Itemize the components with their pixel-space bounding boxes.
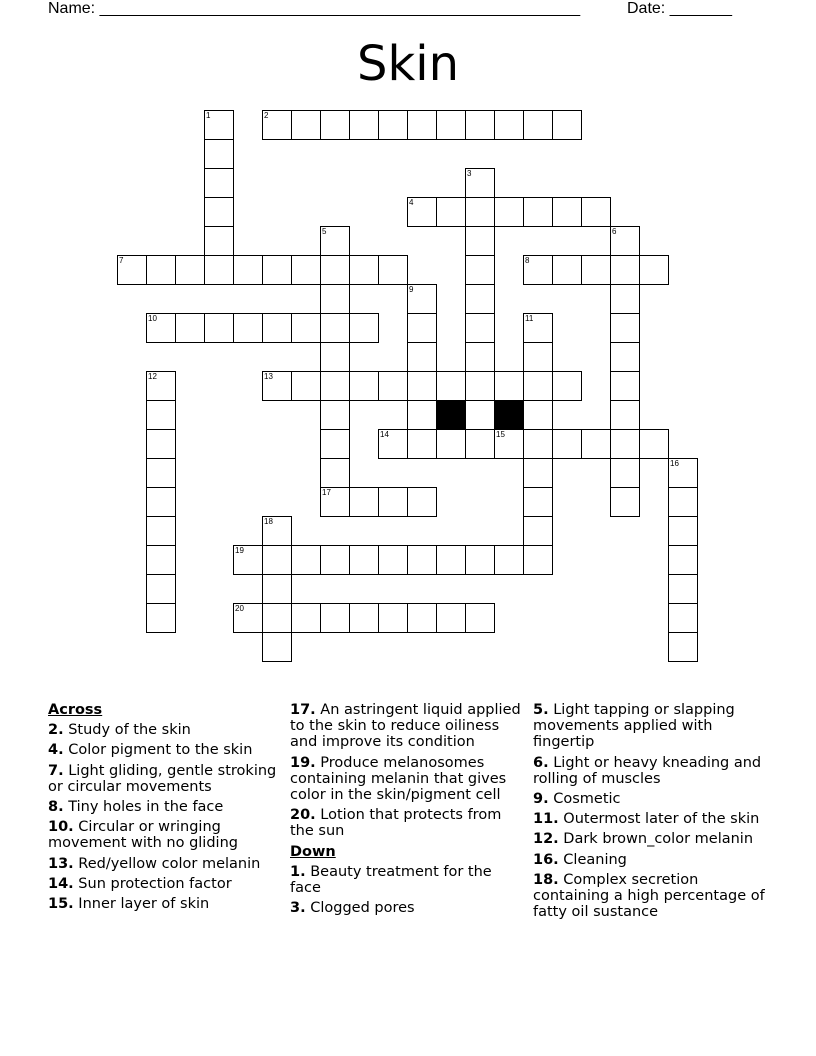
clue-item-number: 18. [533, 871, 559, 888]
clue-number: 11 [525, 314, 534, 323]
crossword-cell[interactable] [204, 197, 234, 227]
crossword-cell[interactable] [494, 110, 524, 140]
clue-number: 10 [148, 314, 157, 323]
crossword-cell[interactable] [668, 545, 698, 575]
clue-item [533, 872, 773, 921]
crossword-cell[interactable] [407, 371, 437, 401]
clue-item-text: Lotion that protects from the sun [290, 807, 502, 840]
clue-item-text: An astringent liquid applied to the skin to reduce oiliness and improve its condition [290, 702, 521, 751]
crossword-cell[interactable] [262, 545, 292, 575]
crossword-cell[interactable] [552, 110, 582, 140]
crossword-cell[interactable] [146, 574, 176, 604]
crossword-cell[interactable] [262, 603, 292, 633]
crossword-cell[interactable] [204, 255, 234, 285]
clue-item-number: 5. [533, 702, 549, 718]
crossword-cell[interactable] [552, 255, 582, 285]
clue-item-number: 2. [48, 722, 64, 739]
crossword-cell[interactable] [204, 313, 234, 343]
crossword-cell[interactable] [581, 197, 611, 227]
clue-number: 8 [525, 256, 530, 265]
clue-item [533, 755, 773, 787]
clue-item [48, 876, 288, 892]
clue-item-text: Outermost later of the skin [558, 811, 760, 828]
crossword-cell[interactable] [639, 429, 669, 459]
crossword-cell[interactable] [610, 371, 640, 401]
crossword-cell[interactable] [436, 545, 466, 575]
clue-item [290, 755, 522, 804]
clue-item-number: 16. [533, 851, 559, 868]
clue-section-heading: Across [48, 702, 103, 718]
crossword-cell[interactable] [146, 400, 176, 430]
crossword-cell[interactable] [204, 168, 234, 198]
crossword-cell[interactable] [262, 313, 292, 343]
crossword-cell[interactable] [349, 110, 379, 140]
crossword-cell[interactable] [291, 371, 321, 401]
crossword-cell[interactable] [320, 603, 350, 633]
clue-number: 4 [409, 198, 414, 207]
crossword-cell[interactable] [291, 110, 321, 140]
crossword-cell[interactable] [407, 545, 437, 575]
clue-item-text: Beauty treatment for the face [290, 863, 492, 897]
crossword-cell[interactable] [320, 110, 350, 140]
clue-item [48, 819, 288, 851]
crossword-cell[interactable] [610, 284, 640, 314]
clue-item-text: Cosmetic [548, 791, 621, 808]
crossword-cell[interactable] [465, 226, 495, 256]
clue-item-text: Red/yellow color melanin [73, 855, 261, 872]
clue-number: 17 [322, 488, 331, 497]
crossword-cell[interactable] [668, 632, 698, 662]
clue-item-number: 10. [48, 819, 74, 836]
clue-number: 13 [264, 372, 273, 381]
clue-item [533, 852, 773, 868]
crossword-cell[interactable] [610, 400, 640, 430]
crossword-cell[interactable] [465, 284, 495, 314]
clue-item-number: 19. [290, 754, 316, 771]
clue-number: 2 [264, 111, 269, 120]
crossword-cell[interactable] [349, 487, 379, 517]
crossword-cell[interactable] [465, 371, 495, 401]
crossword-cell[interactable] [146, 545, 176, 575]
crossword-cell[interactable] [523, 110, 553, 140]
crossword-cell[interactable] [320, 429, 350, 459]
crossword-cell[interactable] [436, 371, 466, 401]
crossword-cell[interactable] [262, 632, 292, 662]
crossword-cell[interactable] [668, 603, 698, 633]
crossword-cell[interactable] [349, 371, 379, 401]
crossword-cell[interactable] [494, 371, 524, 401]
crossword-cell[interactable] [465, 110, 495, 140]
crossword-cell[interactable] [320, 313, 350, 343]
date-field-line[interactable]: Date: _______ [627, 0, 732, 17]
crossword-cell[interactable] [407, 603, 437, 633]
crossword-cell[interactable] [436, 603, 466, 633]
crossword-cell[interactable] [465, 313, 495, 343]
crossword-cell[interactable] [291, 603, 321, 633]
clue-item-number: 13. [48, 855, 74, 872]
crossword-cell[interactable] [204, 226, 234, 256]
clue-item-number: 4. [48, 742, 64, 759]
crossword-cell[interactable] [320, 400, 350, 430]
crossword-cell[interactable] [349, 255, 379, 285]
crossword-cell[interactable] [610, 458, 640, 488]
crossword-cell[interactable] [175, 255, 205, 285]
clue-number: 18 [264, 517, 273, 526]
crossword-cell[interactable] [581, 429, 611, 459]
crossword-cell[interactable] [436, 110, 466, 140]
clue-item-text: Tiny holes in the face [63, 799, 224, 816]
crossword-cell[interactable] [146, 603, 176, 633]
crossword-cell[interactable] [523, 342, 553, 372]
clue-number: 1 [206, 111, 211, 120]
crossword-cell[interactable] [465, 429, 495, 459]
clue-item [48, 763, 288, 795]
clue-number: 12 [148, 372, 157, 381]
clue-item-number: 6. [533, 754, 549, 771]
crossword-cell[interactable] [436, 197, 466, 227]
clue-item [290, 900, 522, 916]
clue-item-text: Color pigment to the skin [63, 742, 253, 759]
crossword-cell[interactable] [523, 197, 553, 227]
crossword-cell[interactable] [320, 545, 350, 575]
clue-item-text: Cleaning [558, 851, 627, 868]
clue-column-3 [533, 702, 773, 924]
crossword-cell[interactable] [320, 284, 350, 314]
clue-item [533, 702, 773, 751]
crossword-cell[interactable] [378, 603, 408, 633]
crossword-cell[interactable] [465, 545, 495, 575]
clue-item-number: 14. [48, 875, 74, 892]
clue-item-number: 7. [48, 762, 64, 779]
clue-item-number: 12. [533, 831, 559, 848]
clue-item-text: Inner layer of skin [73, 896, 210, 913]
crossword-cell[interactable] [494, 197, 524, 227]
crossword-cell[interactable] [407, 429, 437, 459]
clue-column-1 [48, 702, 288, 916]
clue-number: 5 [322, 227, 327, 236]
crossword-cell[interactable] [320, 255, 350, 285]
clue-item-number: 11. [533, 811, 559, 828]
crossword-cell[interactable] [523, 371, 553, 401]
crossword-cell[interactable] [668, 487, 698, 517]
crossword-cell[interactable] [610, 342, 640, 372]
clue-item-text: Circular or wringing movement with no gliding [48, 819, 238, 852]
crossword-cell[interactable] [407, 313, 437, 343]
crossword-cell[interactable] [378, 110, 408, 140]
clue-item-number: 3. [290, 900, 306, 917]
crossword-cell[interactable] [291, 545, 321, 575]
crossword-cell[interactable] [523, 545, 553, 575]
clue-item [533, 791, 773, 807]
clue-item-number: 17. [290, 702, 316, 718]
clue-column-2 [290, 702, 522, 920]
crossword-cell[interactable] [465, 342, 495, 372]
clue-item [48, 799, 288, 815]
crossword-cell[interactable] [581, 255, 611, 285]
crossword-cell[interactable] [407, 342, 437, 372]
clue-item-number: 15. [48, 896, 74, 913]
clue-item [290, 702, 522, 751]
crossword-cell[interactable] [610, 313, 640, 343]
clue-number: 15 [496, 430, 505, 439]
crossword-cell[interactable] [407, 487, 437, 517]
name-field-line[interactable]: Name: ______________________________________________________ [48, 0, 581, 17]
crossword-cell[interactable] [407, 400, 437, 430]
crossword-cell[interactable] [494, 545, 524, 575]
clue-item-text: Light tapping or slapping movements applied with fingertip [533, 702, 735, 751]
clue-number: 7 [119, 256, 124, 265]
clue-number: 16 [670, 459, 679, 468]
crossword-cell[interactable] [175, 313, 205, 343]
crossword-cell[interactable] [552, 429, 582, 459]
crossword-cell[interactable] [523, 400, 553, 430]
crossword-cell[interactable] [523, 516, 553, 546]
crossword-cell[interactable] [146, 255, 176, 285]
clue-item [533, 831, 773, 847]
crossword-cell[interactable] [639, 255, 669, 285]
clue-item [48, 722, 288, 738]
clue-item [48, 896, 288, 912]
crossword-cell[interactable] [262, 255, 292, 285]
crossword-cell[interactable] [349, 603, 379, 633]
crossword-cell[interactable] [610, 487, 640, 517]
clue-item [533, 811, 773, 827]
crossword-cell[interactable] [610, 429, 640, 459]
clue-number: 14 [380, 430, 389, 439]
clue-item-number: 20. [290, 807, 316, 824]
crossword-cell[interactable] [349, 313, 379, 343]
clue-number: 9 [409, 285, 414, 294]
clue-item-text: Light gliding, gentle stroking or circular movements [48, 762, 277, 795]
crossword-cell[interactable] [465, 197, 495, 227]
clue-item [290, 807, 522, 839]
clue-item [290, 864, 522, 896]
crossword-cell[interactable] [552, 197, 582, 227]
clue-item-text: Dark brown_color melanin [558, 831, 754, 848]
clue-item-number: 1. [290, 863, 306, 880]
crossword-cell[interactable] [320, 342, 350, 372]
clue-item-number: 9. [533, 791, 549, 808]
black-square [494, 400, 524, 430]
clue-item-text: Produce melanosomes containing melanin that gives color in the skin/pigment cell [290, 754, 507, 804]
clue-number: 20 [235, 604, 244, 613]
crossword-cell[interactable] [465, 603, 495, 633]
clue-item-text: Complex secretion containing a high percentage of fatty oil sustance [533, 871, 765, 921]
clue-item [48, 856, 288, 872]
crossword-cell[interactable] [407, 110, 437, 140]
puzzle-title: Skin [356, 36, 460, 92]
clue-number: 19 [235, 546, 244, 555]
clue-item-text: Study of the skin [63, 722, 191, 739]
crossword-cell[interactable] [523, 487, 553, 517]
crossword-cell[interactable] [233, 255, 263, 285]
clue-section-heading: Down [290, 843, 336, 860]
clue-item-text: Clogged pores [305, 900, 415, 917]
crossword-cell[interactable] [465, 400, 495, 430]
crossword-cell[interactable] [146, 429, 176, 459]
crossword-cell[interactable] [349, 545, 379, 575]
clue-number: 6 [612, 227, 617, 236]
crossword-cell[interactable] [291, 313, 321, 343]
crossword-cell[interactable] [262, 574, 292, 604]
crossword-cell[interactable] [146, 487, 176, 517]
crossword-cell[interactable] [610, 255, 640, 285]
crossword-cell[interactable] [146, 458, 176, 488]
clue-item [48, 742, 288, 758]
clue-item-text: Sun protection factor [73, 875, 232, 892]
crossword-cell[interactable] [204, 139, 234, 169]
crossword-cell[interactable] [523, 429, 553, 459]
crossword-cell[interactable] [668, 516, 698, 546]
clue-item-text: Light or heavy kneading and rolling of muscles [533, 754, 762, 787]
crossword-cell[interactable] [436, 429, 466, 459]
crossword-cell[interactable] [668, 574, 698, 604]
crossword-cell[interactable] [320, 371, 350, 401]
crossword-cell[interactable] [233, 313, 263, 343]
crossword-cell[interactable] [146, 516, 176, 546]
crossword-cell[interactable] [378, 487, 408, 517]
clue-number: 3 [467, 169, 472, 178]
clue-item-number: 8. [48, 799, 64, 816]
crossword-cell[interactable] [465, 255, 495, 285]
crossword-cell[interactable] [378, 255, 408, 285]
crossword-cell[interactable] [552, 371, 582, 401]
crossword-cell[interactable] [378, 371, 408, 401]
crossword-cell[interactable] [291, 255, 321, 285]
crossword-cell[interactable] [378, 545, 408, 575]
crossword-cell[interactable] [523, 458, 553, 488]
black-square [436, 400, 466, 430]
crossword-cell[interactable] [320, 458, 350, 488]
